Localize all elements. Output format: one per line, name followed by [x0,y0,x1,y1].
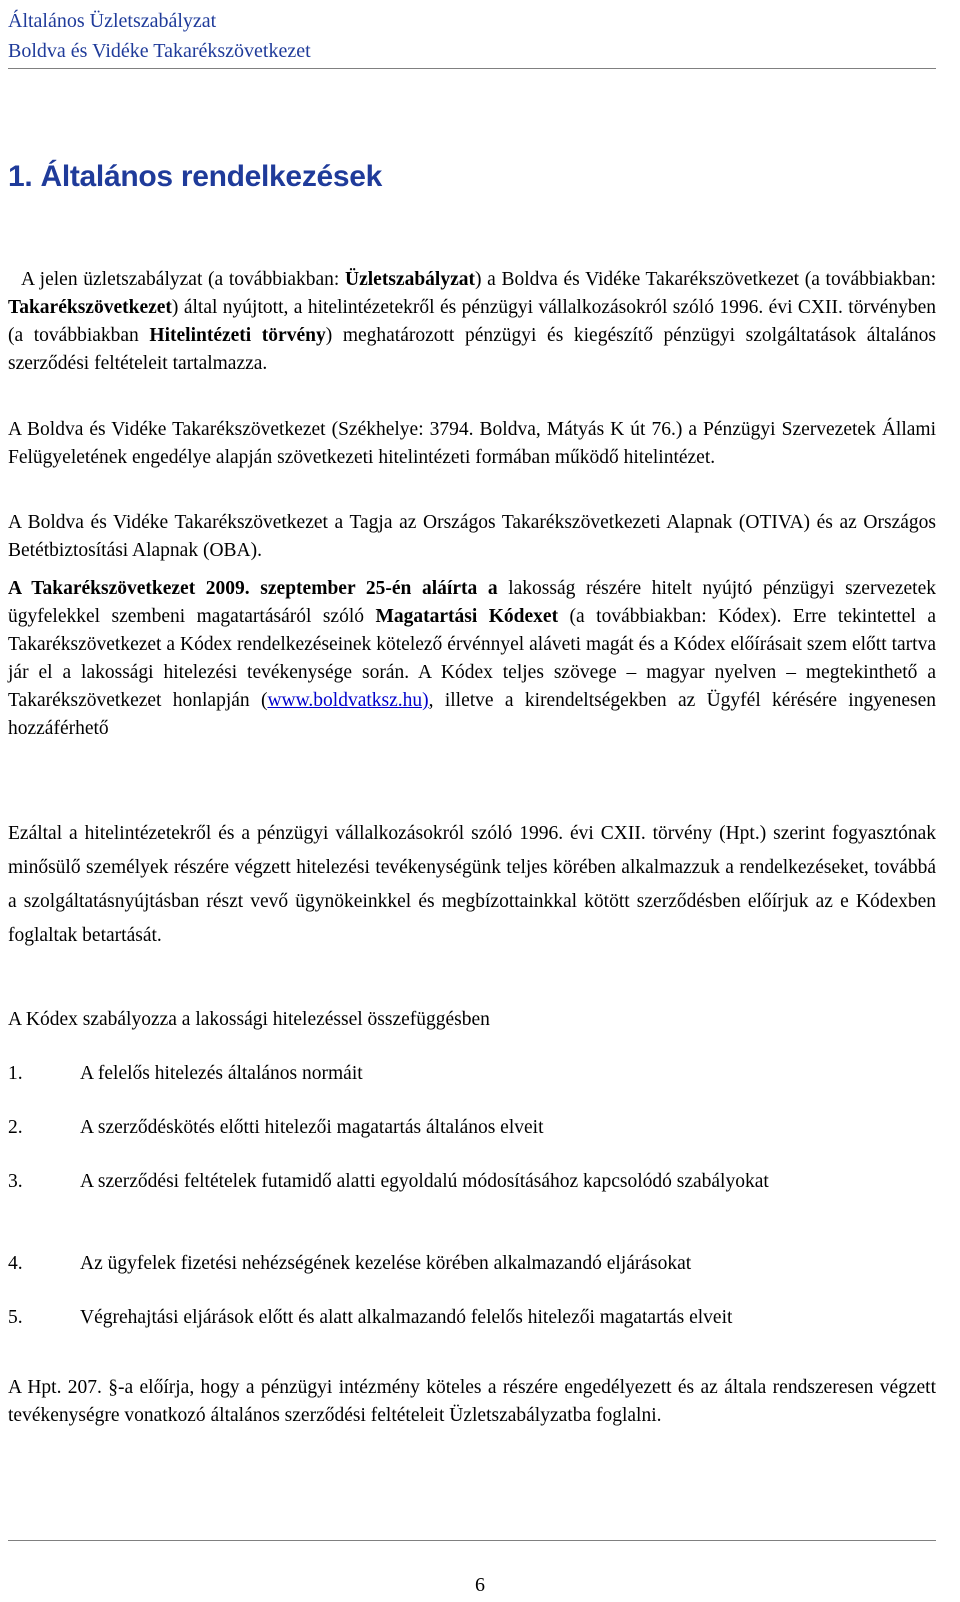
list-number: 3. [8,1171,23,1192]
page-number: 6 [475,1574,485,1596]
text-run: (a továbbiakban: Kódex). Erre tekintettel a Takarékszövetkezet a Kódex rendelkezéseinek kötelező érvénnyel aláveti magát és a Kódex előírásait szem előtt tartva jár el a lakossági hitelezési tevékenysége során. A Kódex teljes szövege – magyar nyelven – megtekinthető a Takarékszövetkezet honlapján ( [8,606,937,711]
bold-term: Magatartási Kódexet [375,606,559,627]
closing-paragraph: A Hpt. 207. §-a előírja, hogy a pénzügyi intézmény köteles a részére engedélyezett és az általa rendszeresen végzett tevékenységre vonatkozó általános szerződési feltételeit Üzletszabályzatba foglalni. [8,1377,936,1426]
text-run: ) által nyújtott, a hitelintézetekről és pénzügyi vállalkozásokról szóló 1996. évi CXII. törvényben (a továbbiakban [8,297,936,346]
website-link[interactable]: www.boldvatksz.hu) [267,690,429,711]
bold-term: Takarékszövetkezet [8,297,172,318]
page-header [8,6,936,69]
text-run: ) a Boldva és Vidéke Takarékszövetkezet (a továbbiakban: [475,269,936,290]
code-of-conduct-paragraph [8,575,936,743]
scope-paragraph: Ezáltal a hitelintézetekről és a pénzügyi vállalkozásokról szóló 1996. évi CXII. törvény (Hpt.) szerint fogyasztónak minősülő személyek részére végzett hitelezési tevékenységünk teljes körében alkalmazzuk a rendelkezéseket, továbbá a szolgáltatásnyújtásban részt vevő ügynökeinkkel és megbízottainkkal kötött szerződésben előírjuk az e Kódexben foglaltak betartását. [8,823,936,946]
text-run: , illetve a kirendeltségekben az Ügyfél kérésére ingyenesen hozzáférhető [8,690,936,739]
list-number: 4. [8,1253,23,1274]
section-heading: 1. Általános rendelkezések [8,160,383,193]
list-number: 2. [8,1117,23,1138]
organization-name: Boldva és Vidéke Takarékszövetkezet [8,40,311,62]
list-text: Végrehajtási eljárások előtt és alatt alkalmazandó felelős hitelezői magatartás elveit [80,1307,733,1328]
footer-divider [8,1540,936,1541]
bold-term: A Takarékszövetkezet 2009. szeptember 25-én aláírta a [8,578,498,599]
text-run: lakosság részére hitelt nyújtó pénzügyi szervezetek ügyfelekkel szembeni magatartásáról szóló [8,578,936,627]
headquarters-paragraph: A Boldva és Vidéke Takarékszövetkezet (Székhelye: 3794. Boldva, Mátyás K út 76.) a Pénzügyi Szervezetek Állami Felügyeletének engedélye alapján szövetkezeti hitelintézeti formában működő hitelintézet. [8,419,936,468]
bold-term: Hitelintézeti törvény [149,325,326,346]
list-item [8,1168,936,1196]
membership-paragraph: A Boldva és Vidéke Takarékszövetkezet a Tagja az Országos Takarékszövetkezeti Alapnak (OTIVA) és az Országos Betétbiztosítási Alapnak (OBA). [8,512,936,561]
intro-paragraph [8,266,936,378]
bold-term: Üzletszabályzat [345,269,475,290]
list-item [8,1114,936,1142]
text-run: A jelen üzletszabályzat (a továbbiakban: [21,269,346,290]
list-text: A szerződési feltételek futamidő alatti egyoldalú módosításához kapcsolódó szabályokat [80,1171,769,1192]
text-run: ) meghatározott pénzügyi és kiegészítő pénzügyi szolgáltatások általános szerződési feltételeit tartalmazza. [8,325,937,374]
list-item [8,1304,936,1332]
list-item [8,1060,936,1088]
document-title: Általános Üzletszabályzat [8,10,217,32]
list-number: 1. [8,1063,23,1084]
list-text: A szerződéskötés előtti hitelezői magatartás általános elveit [80,1117,544,1138]
list-number: 5. [8,1307,23,1328]
list-item [8,1250,936,1278]
list-intro: A Kódex szabályozza a lakossági hitelezéssel összefüggésben [8,1009,490,1030]
list-text: Az ügyfelek fizetési nehézségének kezelése körében alkalmazandó eljárásokat [80,1253,692,1274]
list-text: A felelős hitelezés általános normáit [80,1063,363,1084]
